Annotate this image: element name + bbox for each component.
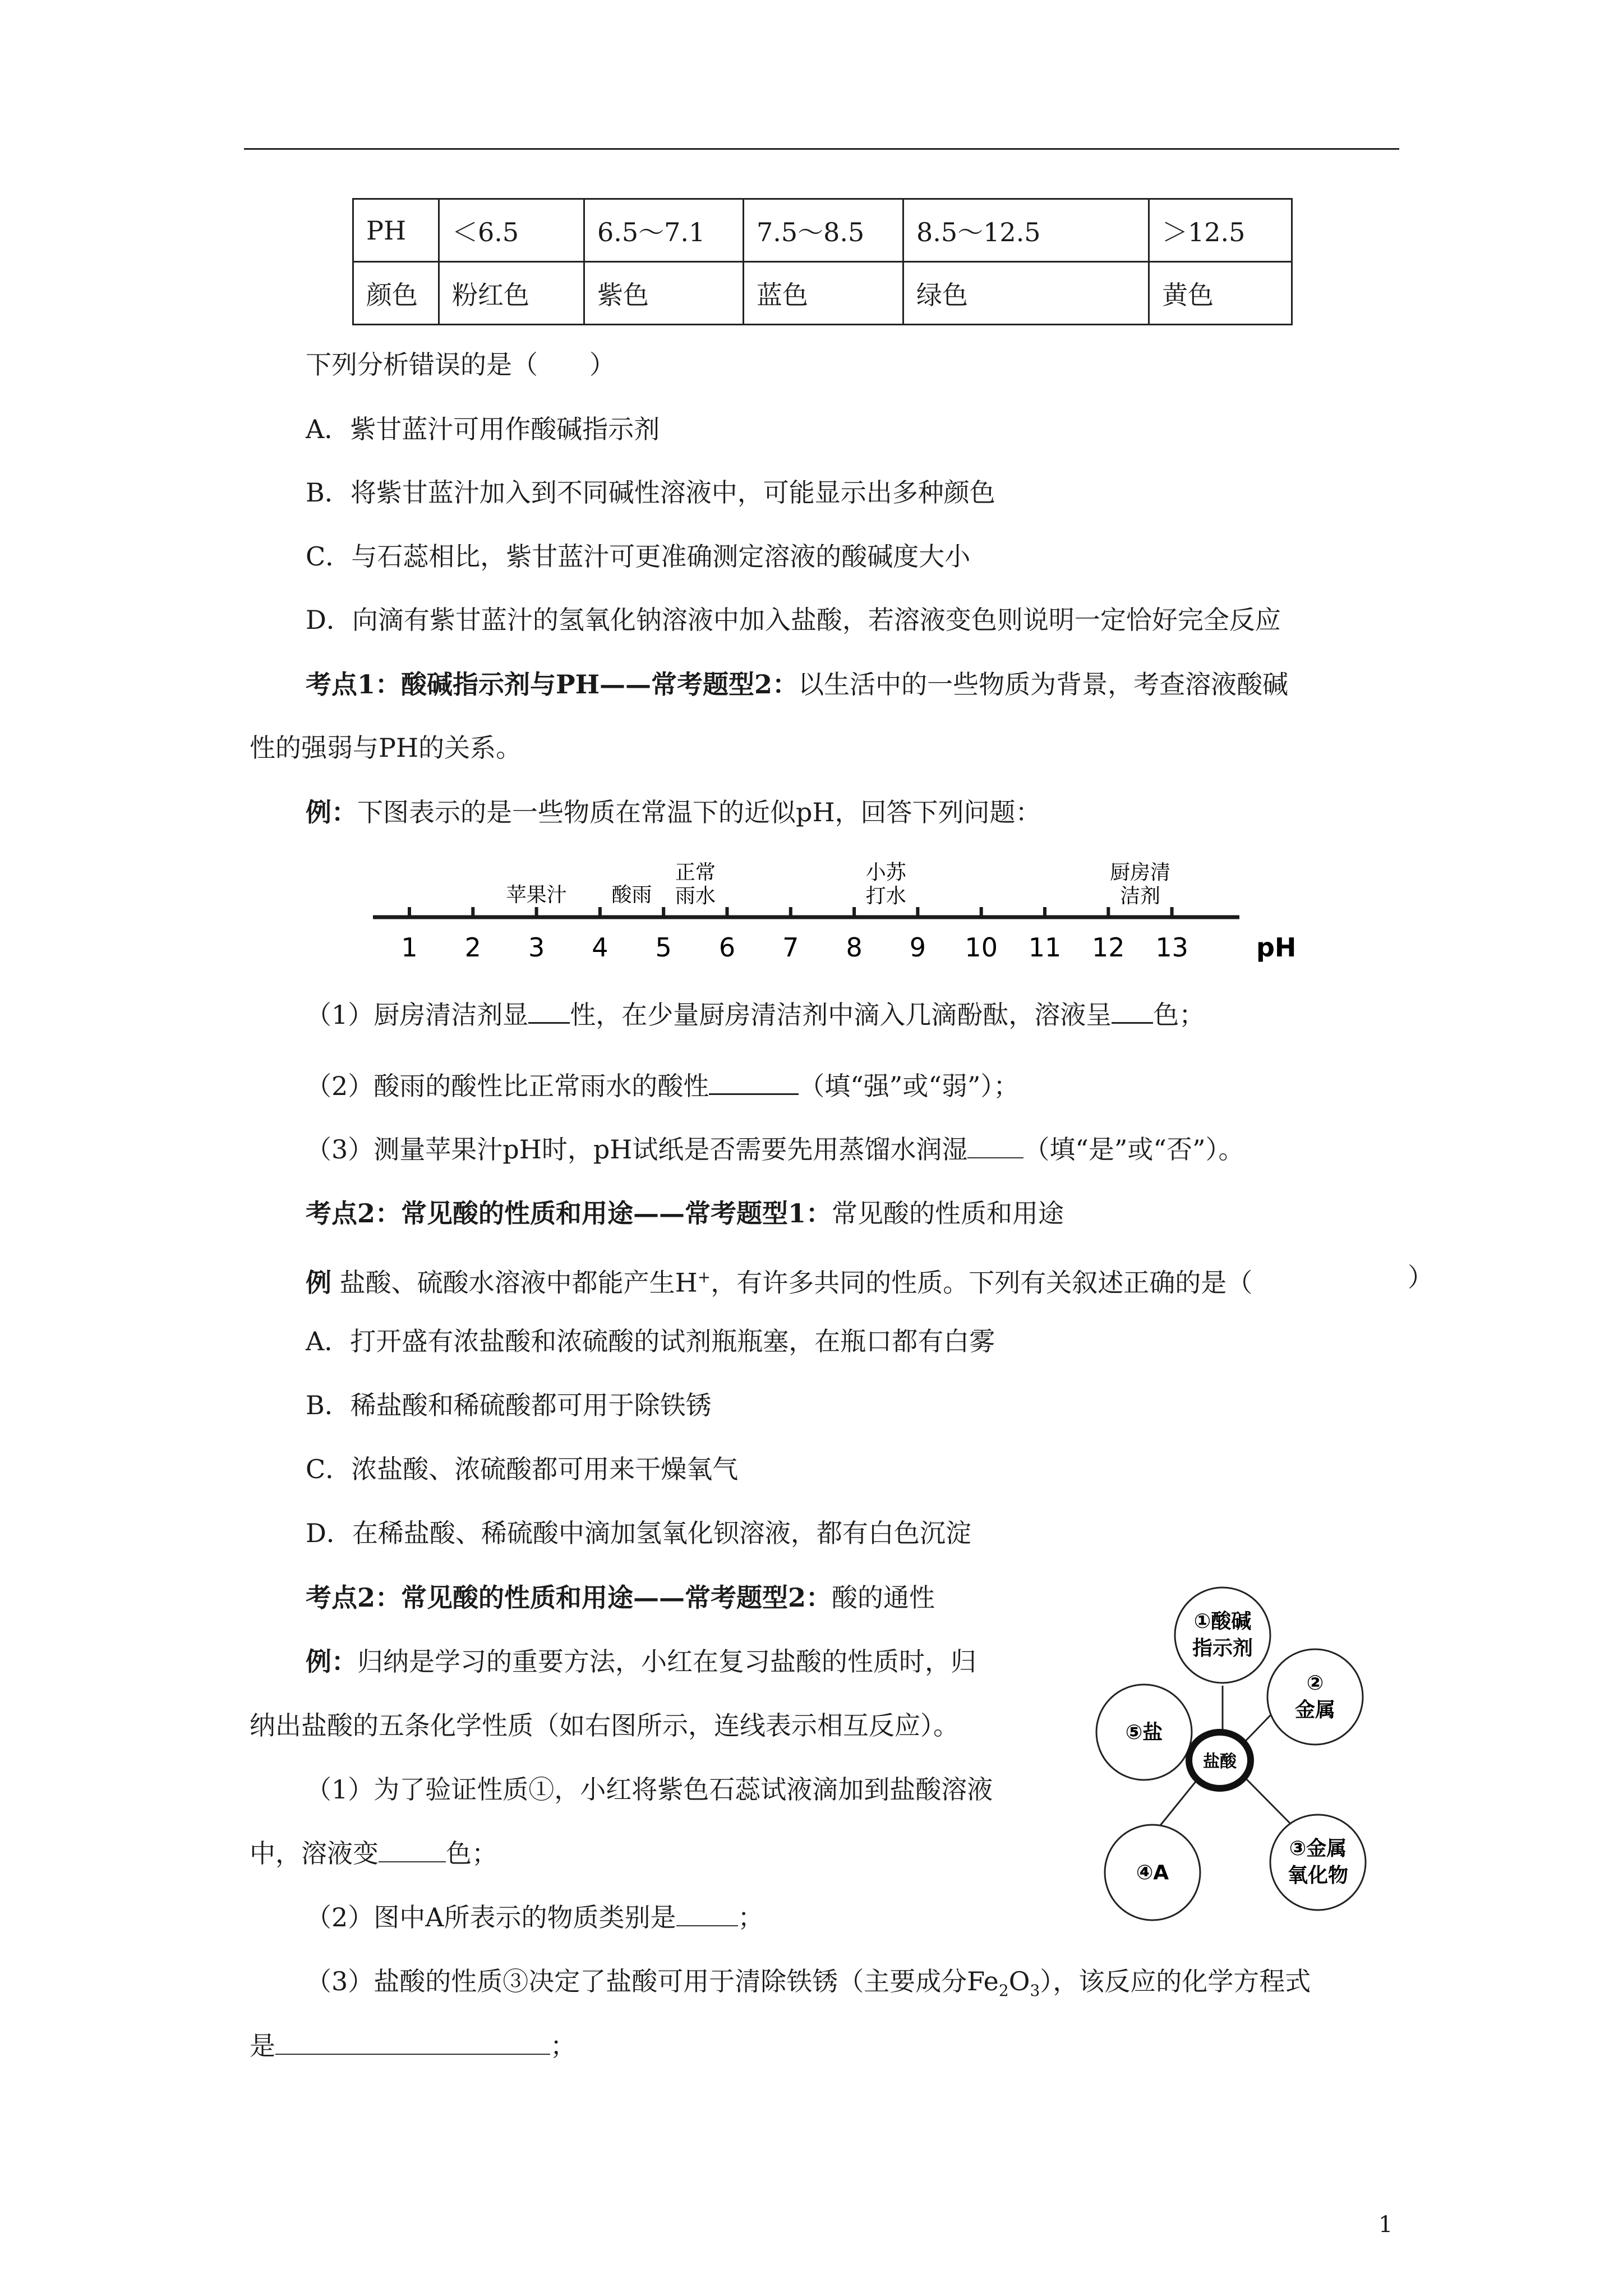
text: O bbox=[1008, 1966, 1030, 1996]
example-line-cont: 纳出盐酸的五条化学性质（如右图所示，连线表示相互反应）。 bbox=[250, 1710, 959, 1741]
ph-substance-label: 洁剂 bbox=[1119, 885, 1160, 908]
ph-substance-label: 苹果汁 bbox=[506, 884, 567, 907]
example-line bbox=[306, 795, 1041, 829]
table-cell: 7.5～8.5 bbox=[744, 199, 903, 262]
node-label: 金属 bbox=[1294, 1699, 1336, 1722]
node-label: 指示剂 bbox=[1192, 1637, 1253, 1660]
option-a: A．紫甘蓝汁可用作酸碱指示剂 bbox=[306, 414, 660, 444]
ph-tick-label: 6 bbox=[718, 932, 736, 963]
text: （填“强”或“弱”）； bbox=[799, 1071, 1020, 1101]
table-cell: 紫色 bbox=[584, 262, 744, 325]
text: （2）酸雨的酸性比正常雨水的酸性 bbox=[306, 1071, 709, 1101]
ph-unit-label: pH bbox=[1256, 932, 1297, 963]
table-cell: 8.5～12.5 bbox=[903, 199, 1149, 262]
section-heading bbox=[306, 668, 1288, 701]
node-label: ④A bbox=[1136, 1861, 1169, 1884]
node-label: ⑤盐 bbox=[1125, 1721, 1163, 1744]
answer-blank[interactable] bbox=[967, 1133, 1023, 1158]
ph-tick-label: 9 bbox=[909, 932, 926, 963]
ph-tick-label: 11 bbox=[1028, 932, 1062, 963]
text: 性，在少量厨房清洁剂中滴入几滴酚酞，溶液呈 bbox=[570, 1000, 1112, 1030]
section-title: 考点1：酸碱指示剂与PH——常考题型2： bbox=[306, 669, 799, 700]
option-a: A．打开盛有浓盐酸和浓硫酸的试剂瓶瓶塞，在瓶口都有白雾 bbox=[306, 1326, 995, 1356]
fill-question-2 bbox=[306, 1069, 1019, 1103]
fill-question-1 bbox=[306, 997, 1205, 1032]
table-row bbox=[353, 199, 1292, 262]
option-b: B．稀盐酸和稀硫酸都可用于除铁锈 bbox=[306, 1390, 712, 1420]
ph-tick-label: 5 bbox=[655, 932, 672, 963]
page-number: 1 bbox=[1378, 2212, 1393, 2238]
ph-tick-label: 3 bbox=[528, 932, 545, 963]
text: 色； bbox=[446, 1838, 497, 1869]
text: （1）厨房清洁剂显 bbox=[306, 1000, 529, 1030]
ph-tick-label: 8 bbox=[846, 932, 863, 963]
fill-question-3 bbox=[306, 1133, 1244, 1166]
text: 是 bbox=[250, 2031, 275, 2061]
table-cell: 粉红色 bbox=[439, 262, 584, 325]
question-stem: 下列分析错误的是（ ） bbox=[306, 349, 615, 380]
hcl-properties-diagram bbox=[1096, 1576, 1377, 1941]
option-c: C．与石蕊相比，紫甘蓝汁可更准确测定溶液的酸碱度大小 bbox=[306, 541, 971, 572]
text: ） bbox=[1408, 1262, 1433, 1292]
fill-question-2 bbox=[306, 1901, 764, 1934]
option-c: C．浓盐酸、浓硫酸都可用来干燥氧气 bbox=[306, 1454, 739, 1484]
answer-blank[interactable] bbox=[275, 2029, 550, 2055]
table-cell: 黄色 bbox=[1149, 262, 1292, 325]
fill-question-3 bbox=[306, 1964, 1311, 2008]
ph-scale-figure bbox=[365, 855, 1297, 968]
answer-blank[interactable] bbox=[1112, 997, 1153, 1024]
table-cell: 绿色 bbox=[903, 262, 1149, 325]
option-d: D．向滴有紫甘蓝汁的氢氧化钠溶液中加入盐酸，若溶液变色则说明一定恰好完全反应 bbox=[306, 605, 1281, 635]
text: 中，溶液变 bbox=[250, 1838, 379, 1869]
table-cell: ＞12.5 bbox=[1149, 199, 1292, 262]
example-text: 下图表示的是一些物质在常温下的近似pH，回答下列问题： bbox=[357, 797, 1041, 827]
section-desc: 以生活中的一些物质为背景，考查溶液酸碱 bbox=[798, 669, 1289, 700]
table-cell: PH bbox=[353, 199, 439, 262]
example-line bbox=[306, 1645, 976, 1678]
ph-substance-label: 厨房清 bbox=[1109, 861, 1170, 884]
text: （3）测量苹果汁pH时，pH试纸是否需要先用蒸馏水润湿 bbox=[306, 1134, 968, 1165]
ph-substance-label: 小苏 bbox=[865, 861, 906, 884]
text: 盐酸、硫酸水溶液中都能产生H bbox=[339, 1267, 698, 1298]
ph-tick-label: 12 bbox=[1092, 932, 1125, 963]
section-heading bbox=[306, 1197, 1064, 1230]
header-rule bbox=[244, 148, 1399, 150]
ph-substance-label: 打水 bbox=[865, 885, 906, 908]
ph-labels bbox=[506, 861, 1170, 908]
node-metal-oxide bbox=[1270, 1815, 1366, 1910]
section-heading bbox=[306, 1581, 935, 1614]
fill-question-1-cont bbox=[250, 1837, 497, 1870]
node-label: 氧化物 bbox=[1287, 1864, 1349, 1887]
section-desc: 常见酸的性质和用途 bbox=[832, 1198, 1064, 1228]
ph-color-table bbox=[352, 198, 1293, 325]
section-desc: 酸的通性 bbox=[832, 1582, 935, 1613]
node-label: ② bbox=[1306, 1672, 1324, 1695]
ph-tick-label: 7 bbox=[782, 932, 799, 963]
fill-question-3-cont bbox=[250, 2029, 576, 2063]
ph-tick-label: 1 bbox=[401, 932, 418, 963]
text: 色； bbox=[1153, 1000, 1205, 1030]
subscript: 2 bbox=[998, 1981, 1009, 2000]
text: ，有许多共同的性质。下列有关叙述正确的是（ bbox=[711, 1267, 1253, 1298]
section-desc-cont: 性的强弱与PH的关系。 bbox=[250, 733, 522, 763]
text: 归纳是学习的重要方法，小红在复习盐酸的性质时，归 bbox=[357, 1646, 976, 1677]
text: ； bbox=[550, 2031, 576, 2061]
example-label: 例 bbox=[306, 1267, 331, 1298]
table-cell: 颜色 bbox=[353, 262, 439, 325]
text: ），该反应的化学方程式 bbox=[1040, 1966, 1311, 1996]
center-label: 盐酸 bbox=[1203, 1752, 1237, 1772]
text: （填“是”或“否”）。 bbox=[1023, 1134, 1244, 1165]
text: （2）图中A所表示的物质类别是 bbox=[306, 1902, 676, 1932]
ph-tick-label: 10 bbox=[965, 932, 998, 963]
node-indicator bbox=[1175, 1588, 1270, 1683]
text: ； bbox=[737, 1902, 764, 1932]
ph-tick-label: 4 bbox=[592, 932, 608, 963]
answer-blank[interactable] bbox=[709, 1069, 799, 1095]
ph-tick-label: 2 bbox=[464, 932, 481, 963]
table-row bbox=[353, 262, 1292, 325]
fill-question-1: （1）为了验证性质①，小红将紫色石蕊试液滴加到盐酸溶液 bbox=[306, 1774, 993, 1805]
ph-tick-label: 13 bbox=[1155, 932, 1188, 963]
text: （3）盐酸的性质③决定了盐酸可用于清除铁锈（主要成分Fe bbox=[306, 1966, 999, 1996]
section-title: 考点2：常见酸的性质和用途——常考题型2： bbox=[306, 1582, 832, 1613]
superscript: + bbox=[697, 1268, 711, 1286]
example-label: 例： bbox=[306, 797, 357, 827]
section-title: 考点2：常见酸的性质和用途——常考题型1： bbox=[306, 1198, 832, 1228]
node-metal bbox=[1267, 1649, 1363, 1745]
subscript: 3 bbox=[1030, 1981, 1040, 2000]
node-label: ①酸碱 bbox=[1193, 1610, 1252, 1633]
answer-blank[interactable] bbox=[528, 997, 570, 1024]
ph-substance-label: 正常 bbox=[675, 861, 716, 884]
table-cell: 蓝色 bbox=[744, 262, 903, 325]
option-d: D．在稀盐酸、稀硫酸中滴加氢氧化钡溶液，都有白色沉淀 bbox=[306, 1518, 971, 1548]
example-label: 例： bbox=[306, 1646, 357, 1677]
answer-blank[interactable] bbox=[676, 1901, 738, 1926]
option-b: B．将紫甘蓝汁加入到不同碱性溶液中，可能显示出多种颜色 bbox=[306, 477, 995, 508]
table-cell: 6.5～7.1 bbox=[584, 199, 744, 262]
node-label: ③金属 bbox=[1289, 1837, 1347, 1860]
answer-blank[interactable] bbox=[379, 1837, 446, 1862]
ph-substance-label: 酸雨 bbox=[611, 884, 652, 907]
table-cell: ＜6.5 bbox=[439, 199, 584, 262]
example-line bbox=[306, 1260, 1433, 1299]
ph-substance-label: 雨水 bbox=[675, 885, 716, 908]
